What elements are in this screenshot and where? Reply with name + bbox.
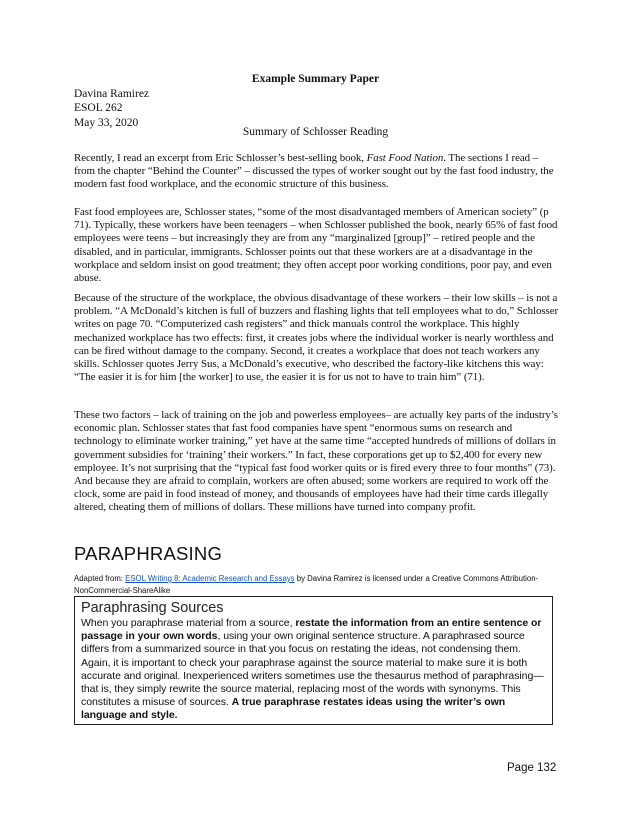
- page-number: Page 132: [507, 762, 557, 774]
- course-code: ESOL 262: [74, 102, 123, 115]
- paragraph-3: Because of the structure of the workplace, the obvious disadvantage of these workers – their low skills – is not a problem. “A McDonald’s kitchen is full of buzzers and flashing lights that tell employees what to do,” Schlosser writes on page 70. “Computerized cash registers” and thick manuals control the workplace. This highly mechanized workplace has two effects: first, it creates jobs where the individual worker is nearly worthless and can be fired without damage to the company. Second, it creates a workplace that does not teach workers any skills. Schlosser quotes Jerry Sus, a McDonald’s executive, who described the factory-like kitchens this way: “The easier it is for him [the worker] to use, the easier it is for us not to have to train him” (71).: [74, 292, 559, 384]
- author-name: Davina Ramirez: [74, 88, 150, 100]
- header-block: [74, 87, 149, 130]
- paragraph-1: Recently, I read an excerpt from Eric Schlosser’s best-selling book, Fast Food Nation. The sections I read – from the chapter “Behind the Counter” – discussed the types of worker sought out by the fast food industry, the modern fast food workplace, and the economic structure of this business.: [74, 152, 554, 191]
- attribution-link[interactable]: ESOL Writing 8: Academic Research and Essays: [125, 574, 295, 583]
- section-heading: PARAPHRASING: [74, 543, 223, 564]
- document-title: Example Summary Paper: [251, 73, 380, 85]
- paraphrasing-sources-box: [74, 596, 553, 725]
- attribution-note: Adapted from: ESOL Writing 8: Academic Research and Essays by Davina Ramirez is licensed under a Creative Commons Attribution-NonCommercial-ShareAlike: [74, 574, 539, 595]
- document-date: May 33, 2020: [74, 116, 139, 129]
- paragraph-2: Fast food employees are, Schlosser states, “some of the most disadvantaged members of American society” (p 71). Typically, these workers have been teenagers – when Schlosser published the book, nearly 65% of fast food employees were teens – but increasingly they are from any “marginalized [group]” – retired people and the disabled, and in particular, immigrants. Schlosser points out that these workers are at a disadvantage in the workplace and seldom insist on good treatment; they often accept poor working conditions, poor pay, and even abuse.: [74, 206, 558, 285]
- document-subtitle: Summary of Schlosser Reading: [242, 126, 389, 138]
- box-body: When you paraphrase material from a source, restate the information from an entire sentence or passage in your own words, using your own original sentence structure. A paraphrased source differs from a summarized source in that you focus on restating the ideas, not condensing them. Again, it is important to check your paraphrase against the source material to make sure it is both accurate and original. Inexperienced writers sometimes use the thesaurus method of paraphrasing—that is, they simply rewrite the source material, replacing most of the words with synonyms. This constitutes a misuse of sources. A true paraphrase restates ideas using the writer’s own language and style.: [81, 617, 544, 722]
- paragraph-4: These two factors – lack of training on the job and powerless employees– are actually key parts of the industry’s economic plan. Schlosser states that fast food companies have spent “enormous sums on research and technology to eliminate worker training,” yet have at the same time “accepted hundreds of millions of dollars in government subsidies for ‘training’ their workers.” In fact, these corporations get up to $2,400 for every new employee. It’s not surprising that the “typical fast food worker quits or is fired every three to four months” (73). And because they are afraid to complain, workers are often abused; some workers are required to work off the clock, some are paid in food instead of money, and thousands of employees have had their time cards illegally altered, cheating them of millions of dollars. These millions have turned into company profit.: [74, 409, 558, 514]
- box-title: Paraphrasing Sources: [81, 600, 224, 616]
- book-title: Fast Food Nation: [366, 152, 444, 164]
